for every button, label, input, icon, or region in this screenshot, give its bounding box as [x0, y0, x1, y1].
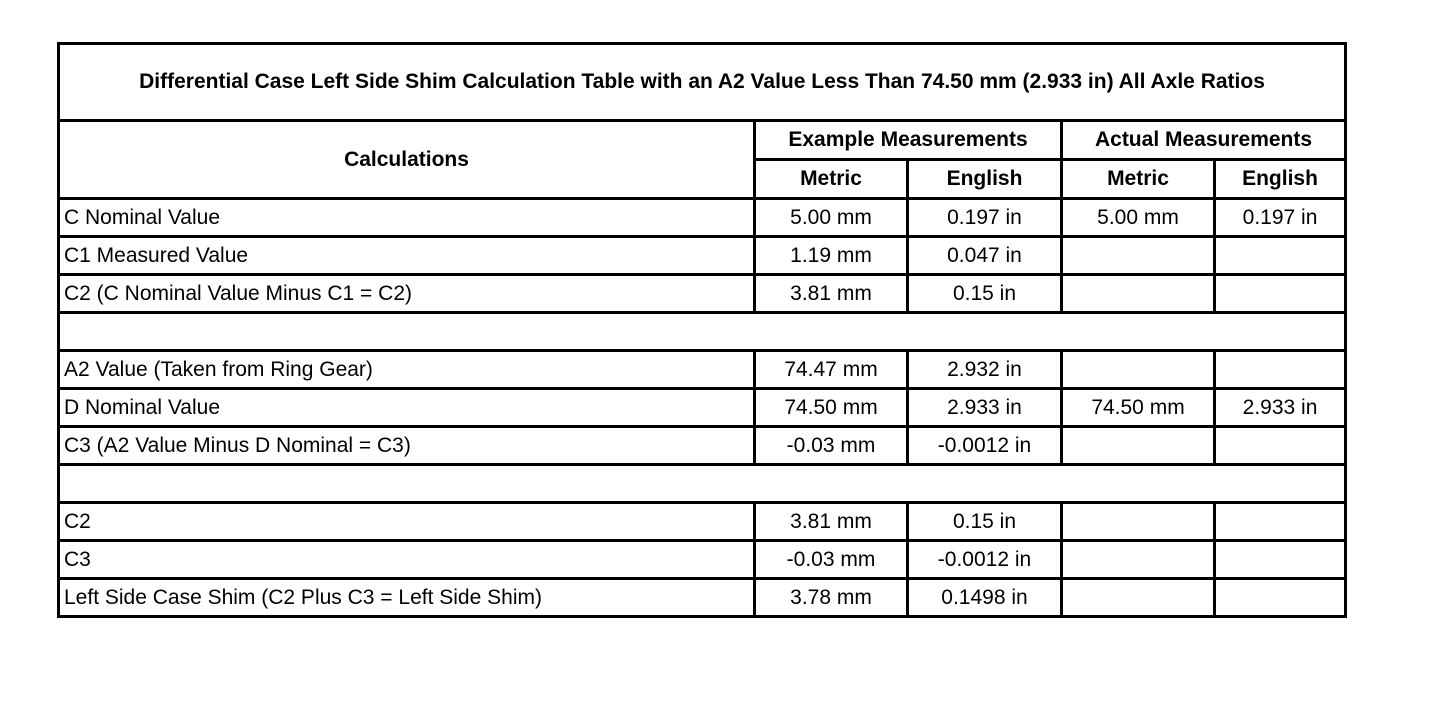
actual-metric-header: Metric: [1062, 160, 1215, 199]
table-row: [59, 579, 1346, 617]
table-row: [59, 199, 1346, 237]
table-row: [59, 427, 1346, 465]
table-row: [59, 351, 1346, 389]
example-english-value: 0.15 in: [908, 503, 1062, 541]
row-label: A2 Value (Taken from Ring Gear): [59, 351, 755, 389]
spacer-cell: [59, 313, 1346, 351]
example-measurements-header: Example Measurements: [755, 121, 1062, 160]
actual-english-value: [1215, 427, 1346, 465]
calculations-header: Calculations: [59, 121, 755, 199]
example-metric-value: 1.19 mm: [755, 237, 908, 275]
actual-metric-value: 5.00 mm: [1062, 199, 1215, 237]
table-body: [59, 199, 1346, 617]
example-metric-value: 3.78 mm: [755, 579, 908, 617]
actual-english-value: 0.197 in: [1215, 199, 1346, 237]
example-english-value: 2.933 in: [908, 389, 1062, 427]
row-label: C1 Measured Value: [59, 237, 755, 275]
example-english-value: -0.0012 in: [908, 541, 1062, 579]
example-english-value: 0.15 in: [908, 275, 1062, 313]
actual-metric-value: 74.50 mm: [1062, 389, 1215, 427]
spacer-row: [59, 465, 1346, 503]
actual-metric-value: [1062, 541, 1215, 579]
example-english-value: 0.1498 in: [908, 579, 1062, 617]
group-header-row: [59, 121, 1346, 160]
table-title: Differential Case Left Side Shim Calculation Table with an A2 Value Less Than 74.50 mm (2.933 in) All Axle Ratios: [59, 44, 1346, 121]
example-english-value: -0.0012 in: [908, 427, 1062, 465]
actual-english-value: [1215, 541, 1346, 579]
actual-english-value: [1215, 237, 1346, 275]
row-label: C3 (A2 Value Minus D Nominal = C3): [59, 427, 755, 465]
row-label: D Nominal Value: [59, 389, 755, 427]
row-label: Left Side Case Shim (C2 Plus C3 = Left Side Shim): [59, 579, 755, 617]
actual-metric-value: [1062, 351, 1215, 389]
actual-metric-value: [1062, 503, 1215, 541]
row-label: C Nominal Value: [59, 199, 755, 237]
actual-metric-value: [1062, 237, 1215, 275]
example-metric-value: 74.50 mm: [755, 389, 908, 427]
table-row: [59, 389, 1346, 427]
example-english-header: English: [908, 160, 1062, 199]
actual-metric-value: [1062, 275, 1215, 313]
title-row: [59, 44, 1346, 121]
actual-metric-value: [1062, 579, 1215, 617]
actual-english-value: [1215, 351, 1346, 389]
example-english-value: 2.932 in: [908, 351, 1062, 389]
example-english-value: 0.197 in: [908, 199, 1062, 237]
row-label: C2: [59, 503, 755, 541]
actual-english-value: [1215, 579, 1346, 617]
spacer-cell: [59, 465, 1346, 503]
example-metric-value: 5.00 mm: [755, 199, 908, 237]
example-metric-value: -0.03 mm: [755, 541, 908, 579]
actual-english-value: [1215, 503, 1346, 541]
table-row: [59, 541, 1346, 579]
actual-metric-value: [1062, 427, 1215, 465]
actual-measurements-header: Actual Measurements: [1062, 121, 1346, 160]
actual-english-value: [1215, 275, 1346, 313]
example-metric-value: 3.81 mm: [755, 503, 908, 541]
example-metric-value: 3.81 mm: [755, 275, 908, 313]
actual-english-header: English: [1215, 160, 1346, 199]
actual-english-value: 2.933 in: [1215, 389, 1346, 427]
row-label: C2 (C Nominal Value Minus C1 = C2): [59, 275, 755, 313]
table-row: [59, 503, 1346, 541]
shim-calculation-table: [57, 42, 1347, 618]
example-metric-header: Metric: [755, 160, 908, 199]
table-row: [59, 275, 1346, 313]
table-row: [59, 237, 1346, 275]
example-english-value: 0.047 in: [908, 237, 1062, 275]
spacer-row: [59, 313, 1346, 351]
example-metric-value: 74.47 mm: [755, 351, 908, 389]
row-label: C3: [59, 541, 755, 579]
example-metric-value: -0.03 mm: [755, 427, 908, 465]
